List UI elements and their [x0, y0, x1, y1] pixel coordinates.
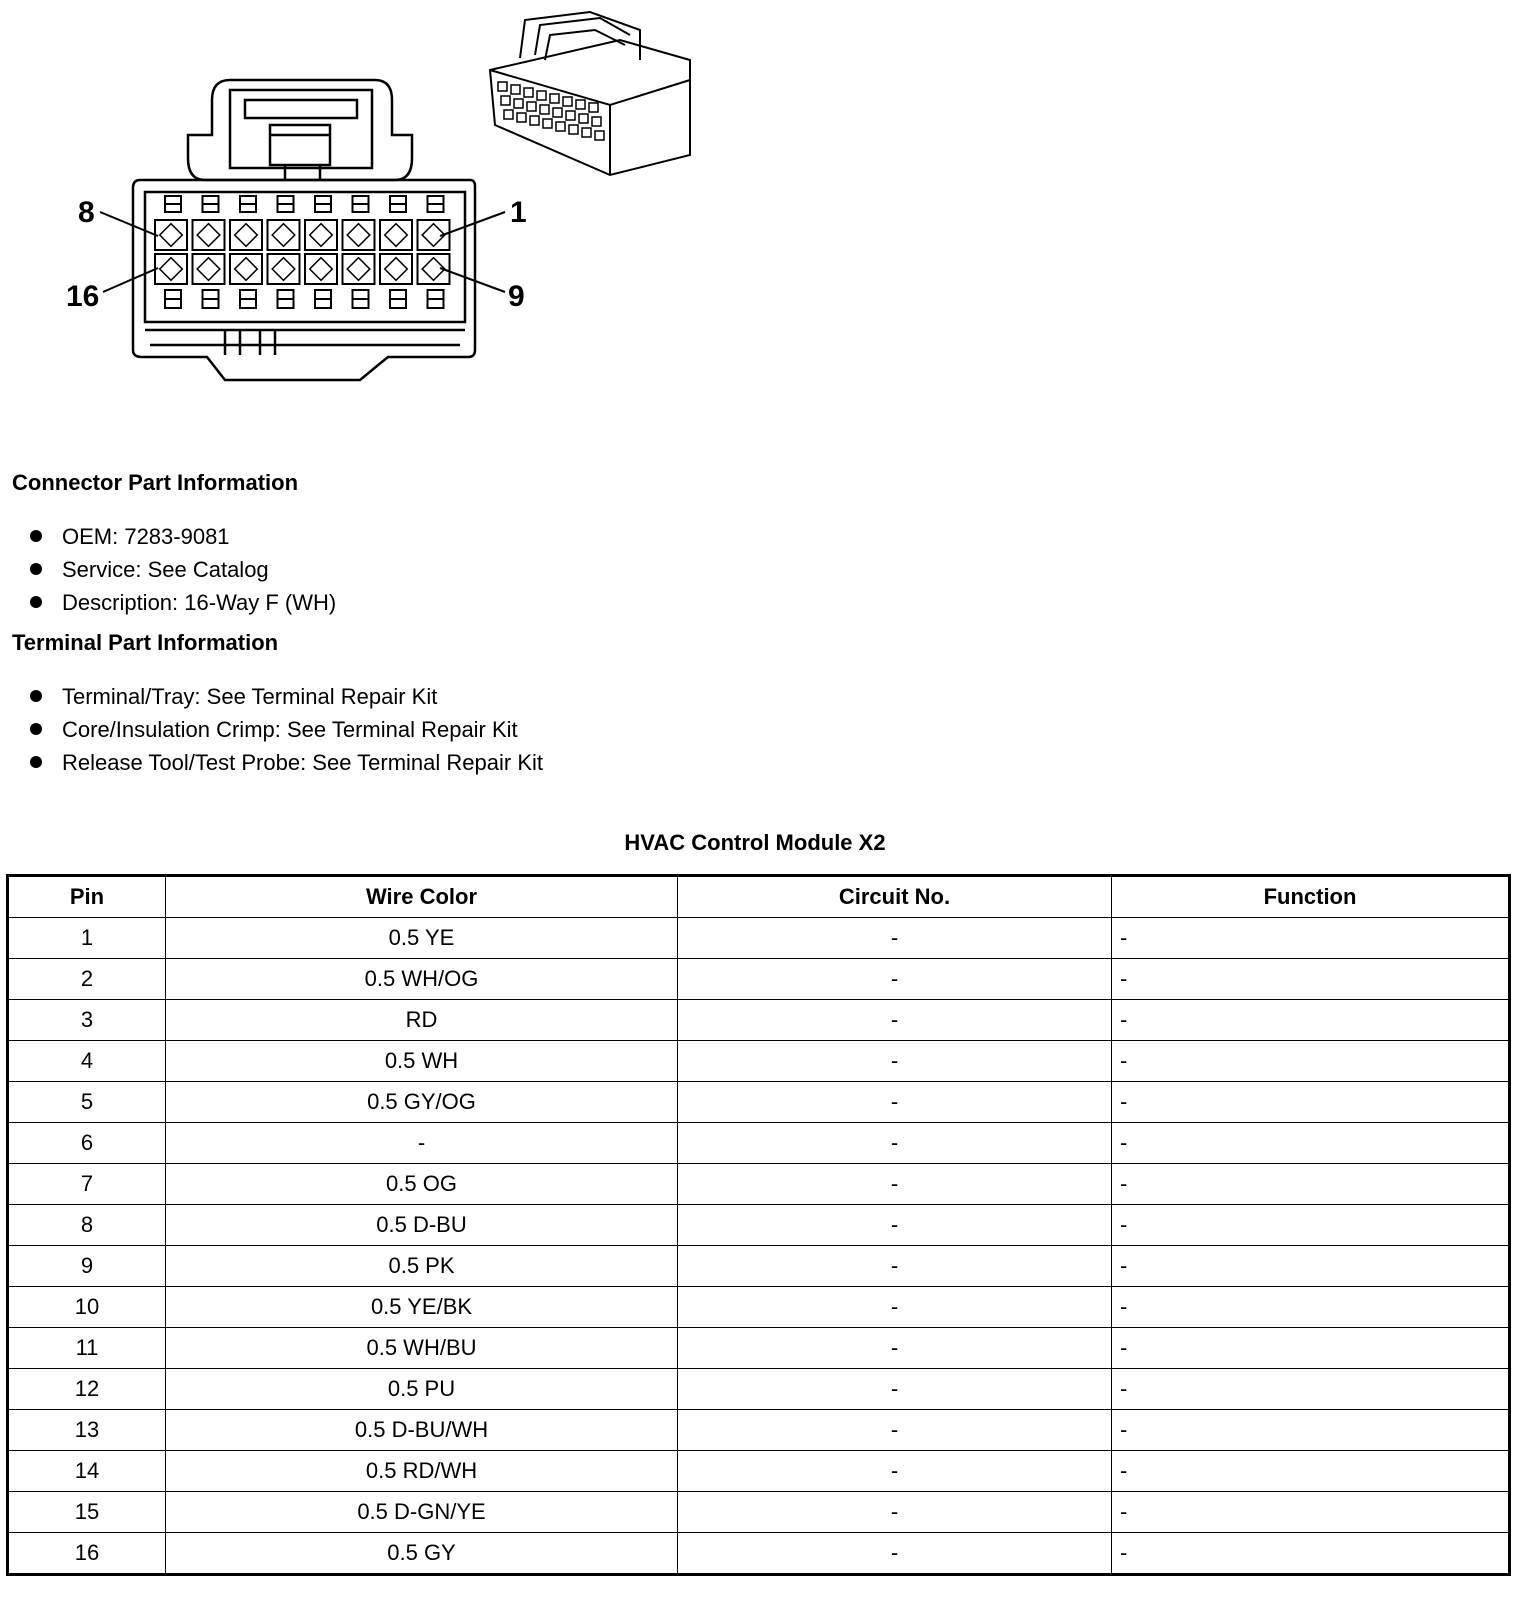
- cell-function: -: [1112, 1451, 1510, 1492]
- table-row: [8, 1000, 1510, 1041]
- table-row: [8, 1082, 1510, 1123]
- cell-function: -: [1112, 1205, 1510, 1246]
- cell-wire-color: RD: [166, 1000, 678, 1041]
- cell-circuit-no: -: [678, 1328, 1112, 1369]
- cavity-3d: [569, 125, 578, 134]
- cell-pin: 12: [8, 1369, 166, 1410]
- cell-circuit-no: -: [678, 1041, 1112, 1082]
- cell-circuit-no: -: [678, 1000, 1112, 1041]
- terminal-info-title: Terminal Part Information: [12, 630, 279, 655]
- cell-circuit-no: -: [678, 959, 1112, 1000]
- table-title: HVAC Control Module X2: [624, 830, 886, 855]
- cavity-3d: [566, 111, 575, 120]
- table-row: [8, 1451, 1510, 1492]
- cell-pin: 2: [8, 959, 166, 1000]
- cell-function: -: [1112, 1164, 1510, 1205]
- cell-circuit-no: -: [678, 1246, 1112, 1287]
- cavity-3d: [501, 96, 510, 105]
- cell-wire-color: 0.5 WH: [166, 1041, 678, 1082]
- table-row: [8, 918, 1510, 959]
- cell-pin: 6: [8, 1123, 166, 1164]
- cell-circuit-no: -: [678, 1533, 1112, 1575]
- cell-wire-color: 0.5 WH/BU: [166, 1328, 678, 1369]
- list-item: Release Tool/Test Probe: See Terminal Repair Kit: [30, 746, 543, 779]
- table-header-row: [8, 876, 1510, 918]
- cell-pin: 5: [8, 1082, 166, 1123]
- cavity-3d: [579, 114, 588, 123]
- table-row: [8, 959, 1510, 1000]
- pin-label-9: 9: [508, 280, 525, 313]
- cavity-3d: [543, 119, 552, 128]
- cell-function: -: [1112, 1492, 1510, 1533]
- cavity-3d: [576, 100, 585, 109]
- table-row: [8, 1041, 1510, 1082]
- cell-wire-color: 0.5 PU: [166, 1369, 678, 1410]
- cell-function: -: [1112, 1123, 1510, 1164]
- list-item: Service: See Catalog: [30, 553, 336, 586]
- cavity-3d: [550, 94, 559, 103]
- cavity-3d: [582, 128, 591, 137]
- cavity-3d: [530, 116, 539, 125]
- table-row: [8, 1123, 1510, 1164]
- pin-label-1: 1: [510, 196, 527, 229]
- cell-wire-color: 0.5 YE: [166, 918, 678, 959]
- cavity-3d: [553, 108, 562, 117]
- cavity-3d: [504, 110, 513, 119]
- cell-circuit-no: -: [678, 1164, 1112, 1205]
- connector-info-list: [30, 520, 336, 619]
- cell-function: -: [1112, 918, 1510, 959]
- cell-pin: 13: [8, 1410, 166, 1451]
- list-item: Core/Insulation Crimp: See Terminal Repair Kit: [30, 713, 543, 746]
- list-item: Description: 16-Way F (WH): [30, 586, 336, 619]
- cell-function: -: [1112, 1533, 1510, 1575]
- cell-function: -: [1112, 1369, 1510, 1410]
- cavity-3d: [595, 131, 604, 140]
- cell-wire-color: 0.5 WH/OG: [166, 959, 678, 1000]
- list-item: OEM: 7283-9081: [30, 520, 336, 553]
- table-row: [8, 1246, 1510, 1287]
- cavity-3d: [589, 103, 598, 112]
- cavity-3d: [527, 102, 536, 111]
- table-row: [8, 1410, 1510, 1451]
- cell-pin: 11: [8, 1328, 166, 1369]
- cell-function: -: [1112, 1246, 1510, 1287]
- cell-circuit-no: -: [678, 1369, 1112, 1410]
- cell-circuit-no: -: [678, 1451, 1112, 1492]
- table-row: [8, 1533, 1510, 1575]
- cell-function: -: [1112, 1328, 1510, 1369]
- cell-wire-color: -: [166, 1123, 678, 1164]
- cavity-3d: [592, 117, 601, 126]
- table-row: [8, 1164, 1510, 1205]
- cell-wire-color: 0.5 PK: [166, 1246, 678, 1287]
- cell-function: -: [1112, 1041, 1510, 1082]
- header-wire-color: Wire Color: [166, 876, 678, 918]
- cell-wire-color: 0.5 OG: [166, 1164, 678, 1205]
- cell-wire-color: 0.5 D-GN/YE: [166, 1492, 678, 1533]
- table-row: [8, 1492, 1510, 1533]
- cell-circuit-no: -: [678, 918, 1112, 959]
- header-pin: Pin: [8, 876, 166, 918]
- cell-circuit-no: -: [678, 1205, 1112, 1246]
- cell-pin: 15: [8, 1492, 166, 1533]
- cell-pin: 3: [8, 1000, 166, 1041]
- cell-pin: 9: [8, 1246, 166, 1287]
- cavity-3d: [514, 99, 523, 108]
- cell-pin: 1: [8, 918, 166, 959]
- cell-pin: 7: [8, 1164, 166, 1205]
- pin-label-8: 8: [78, 196, 95, 229]
- table-row: [8, 1369, 1510, 1410]
- table-row: [8, 1205, 1510, 1246]
- terminal-info-list: [30, 680, 543, 779]
- header-circuit-no: Circuit No.: [678, 876, 1112, 918]
- cell-wire-color: 0.5 RD/WH: [166, 1451, 678, 1492]
- cell-pin: 16: [8, 1533, 166, 1575]
- cell-circuit-no: -: [678, 1287, 1112, 1328]
- cell-wire-color: 0.5 D-BU/WH: [166, 1410, 678, 1451]
- cell-pin: 10: [8, 1287, 166, 1328]
- cell-circuit-no: -: [678, 1492, 1112, 1533]
- cavity-3d: [498, 82, 507, 91]
- cavity-3d: [524, 88, 533, 97]
- cell-pin: 14: [8, 1451, 166, 1492]
- cell-wire-color: 0.5 GY: [166, 1533, 678, 1575]
- cell-circuit-no: -: [678, 1123, 1112, 1164]
- cell-circuit-no: -: [678, 1082, 1112, 1123]
- cell-function: -: [1112, 1082, 1510, 1123]
- table-row: [8, 1287, 1510, 1328]
- cell-pin: 4: [8, 1041, 166, 1082]
- header-function: Function: [1112, 876, 1510, 918]
- cell-circuit-no: -: [678, 1410, 1112, 1451]
- cavity-3d: [540, 105, 549, 114]
- cavity-3d: [537, 91, 546, 100]
- cell-function: -: [1112, 1000, 1510, 1041]
- pin-label-16: 16: [66, 280, 100, 313]
- cavity-3d: [563, 97, 572, 106]
- list-item: Terminal/Tray: See Terminal Repair Kit: [30, 680, 543, 713]
- connector-info-title: Connector Part Information: [12, 470, 299, 495]
- cell-function: -: [1112, 1410, 1510, 1451]
- cell-wire-color: 0.5 D-BU: [166, 1205, 678, 1246]
- cell-function: -: [1112, 1287, 1510, 1328]
- cell-pin: 8: [8, 1205, 166, 1246]
- cavity-3d: [556, 122, 565, 131]
- cell-wire-color: 0.5 YE/BK: [166, 1287, 678, 1328]
- table-row: [8, 1328, 1510, 1369]
- connector-diagram: [0, 0, 720, 400]
- cavity-3d: [517, 113, 526, 122]
- cavity-3d: [511, 85, 520, 94]
- cell-function: -: [1112, 959, 1510, 1000]
- cell-wire-color: 0.5 GY/OG: [166, 1082, 678, 1123]
- connector-3d-view: [490, 12, 690, 175]
- pinout-table: [6, 874, 1511, 1576]
